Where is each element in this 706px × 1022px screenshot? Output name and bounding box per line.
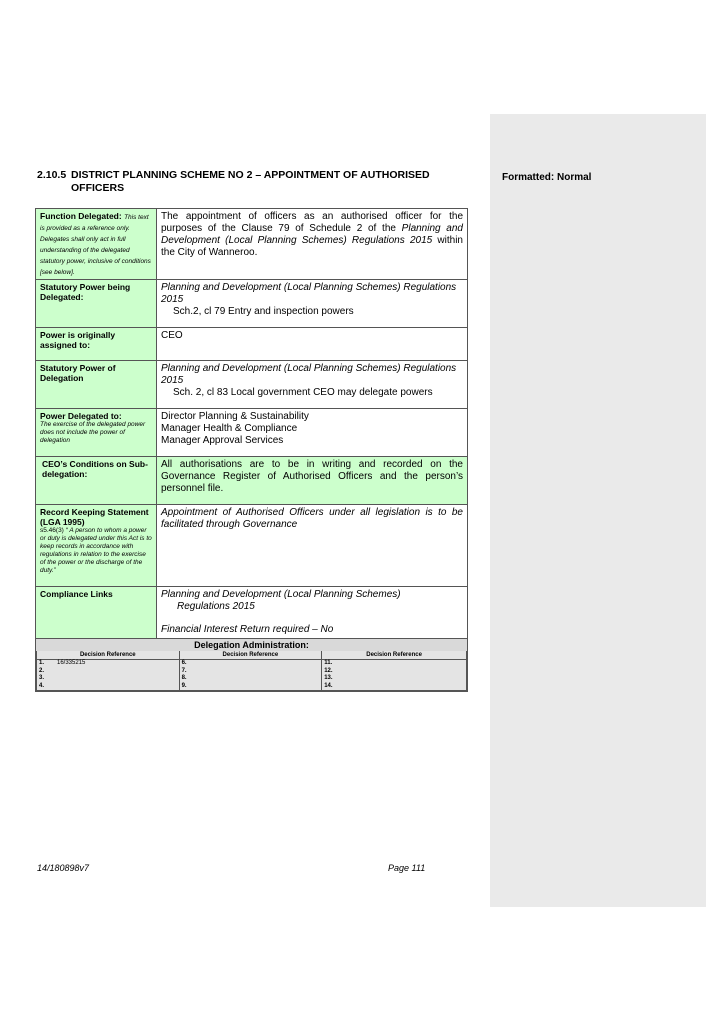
function-delegated-text: The appointment of officers as an authorised officer for the purposes of the Clause 79 of Schedule 2 of the (161, 211, 463, 234)
row-originally-assigned (36, 328, 468, 361)
delegation-table (35, 208, 468, 692)
ceo-conditions-label: CEO’s Conditions on Sub-delegation: (36, 457, 157, 505)
power-delegated-to-note: The exercise of the delegated power does not include the power of delegation (40, 421, 146, 444)
row-record-keeping (36, 505, 468, 587)
row-statutory-power (36, 280, 468, 328)
record-keeping-value: Appointment of Authorised Officers under all legislation is to be facilitated through Governance (157, 505, 468, 587)
list-item: 14. (324, 682, 333, 689)
power-delegated-to-label: Power Delegated to: (40, 411, 122, 421)
function-delegated-note: This text is provided as a reference only. Delegates shall only act in full understanding of the delegated statutory power, inclusive of conditions [see below]. (40, 214, 151, 276)
delegate-2: Manager Health & Compliance (161, 423, 298, 434)
statutory-power-act: Planning and Development (Local Planning Schemes) Regulations 2015 (161, 282, 457, 305)
row-compliance-links (36, 587, 468, 639)
decision-ref-col-3 (322, 660, 467, 691)
delegate-1: Director Planning & Sustainability (161, 411, 309, 422)
list-item: 1. 16/335215 (39, 660, 86, 666)
decision-ref-col-1 (37, 660, 180, 691)
list-item: 6. (181, 660, 187, 666)
comment-title: Formatted: Normal (502, 172, 592, 183)
compliance-links-label: Compliance Links (36, 587, 157, 639)
decision-ref-col-2 (179, 660, 322, 691)
function-delegated-label: Function Delegated: (40, 211, 122, 221)
footer-doc-ref: 14/180898v7 (37, 863, 90, 873)
function-delegated-italic: Planning and Development (Local Planning Schemes) Regulations 2015 (161, 223, 463, 246)
originally-assigned-value: CEO (157, 328, 468, 361)
list-item: 2. (39, 667, 45, 674)
list-item: 4. (39, 682, 45, 689)
row-power-of-delegation (36, 361, 468, 409)
decision-ref-header-3: Decision Reference (322, 651, 467, 660)
power-of-delegation-act: Planning and Development (Local Planning Schemes) Regulations 2015 (161, 363, 457, 386)
decision-ref-header-2: Decision Reference (179, 651, 322, 660)
row-power-delegated-to (36, 409, 468, 457)
power-of-delegation-clause: Sch. 2, cl 83 Local government CEO may delegate powers (173, 387, 433, 398)
decision-reference-table (36, 651, 467, 691)
section-heading (37, 169, 457, 195)
list-item: 3. (39, 675, 45, 681)
financial-interest-return: Financial Interest Return required – No (161, 624, 334, 635)
record-keeping-note: “ A person to whom a power or duty is delegated under this Act is to keep records in accordance with regulations in relation to the exercise of the power or the discharge of the duty.” (40, 527, 152, 574)
record-keeping-ref: s5.46(3) (40, 527, 64, 534)
ceo-conditions-value: All authorisations are to be in writing and recorded on the Governance Register of Authorised Officers and the person’s personnel file. (157, 457, 468, 505)
statutory-power-clause: Sch.2, cl 79 Entry and inspection powers (173, 306, 354, 317)
compliance-act-line1: Planning and Development (Local Planning Schemes) (161, 589, 401, 600)
statutory-power-label: Statutory Power being Delegated: (36, 280, 157, 328)
admin-title: Delegation Administration: (36, 639, 467, 651)
originally-assigned-label: Power is originally assigned to: (36, 328, 157, 361)
compliance-act-line2: Regulations 2015 (177, 601, 255, 612)
row-delegation-admin (36, 639, 468, 692)
delegate-3: Manager Approval Services (161, 435, 284, 446)
list-item: 9. (181, 682, 187, 689)
power-of-delegation-label: Statutory Power of Delegation (36, 361, 157, 409)
row-function-delegated (36, 209, 468, 280)
list-item: 12. (324, 667, 333, 674)
decision-ref-header-1: Decision Reference (37, 651, 180, 660)
section-title-line2: OFFICERS (71, 182, 125, 194)
comments-pane (490, 114, 706, 907)
function-delegated-tail: within the City of Wanneroo. (161, 235, 463, 258)
section-title-line1: DISTRICT PLANNING SCHEME NO 2 – APPOINTMENT OF AUTHORISED (71, 169, 430, 181)
row-ceo-conditions (36, 457, 468, 505)
footer-page-number: Page 111 (388, 863, 426, 873)
section-number: 2.10.5 (37, 169, 67, 181)
list-item: 7. (181, 667, 187, 674)
list-item: 11. (324, 660, 333, 666)
record-keeping-label: Record Keeping Statement (LGA 1995) (40, 507, 149, 527)
list-item: 8. (181, 675, 187, 681)
list-item: 13. (324, 675, 333, 681)
